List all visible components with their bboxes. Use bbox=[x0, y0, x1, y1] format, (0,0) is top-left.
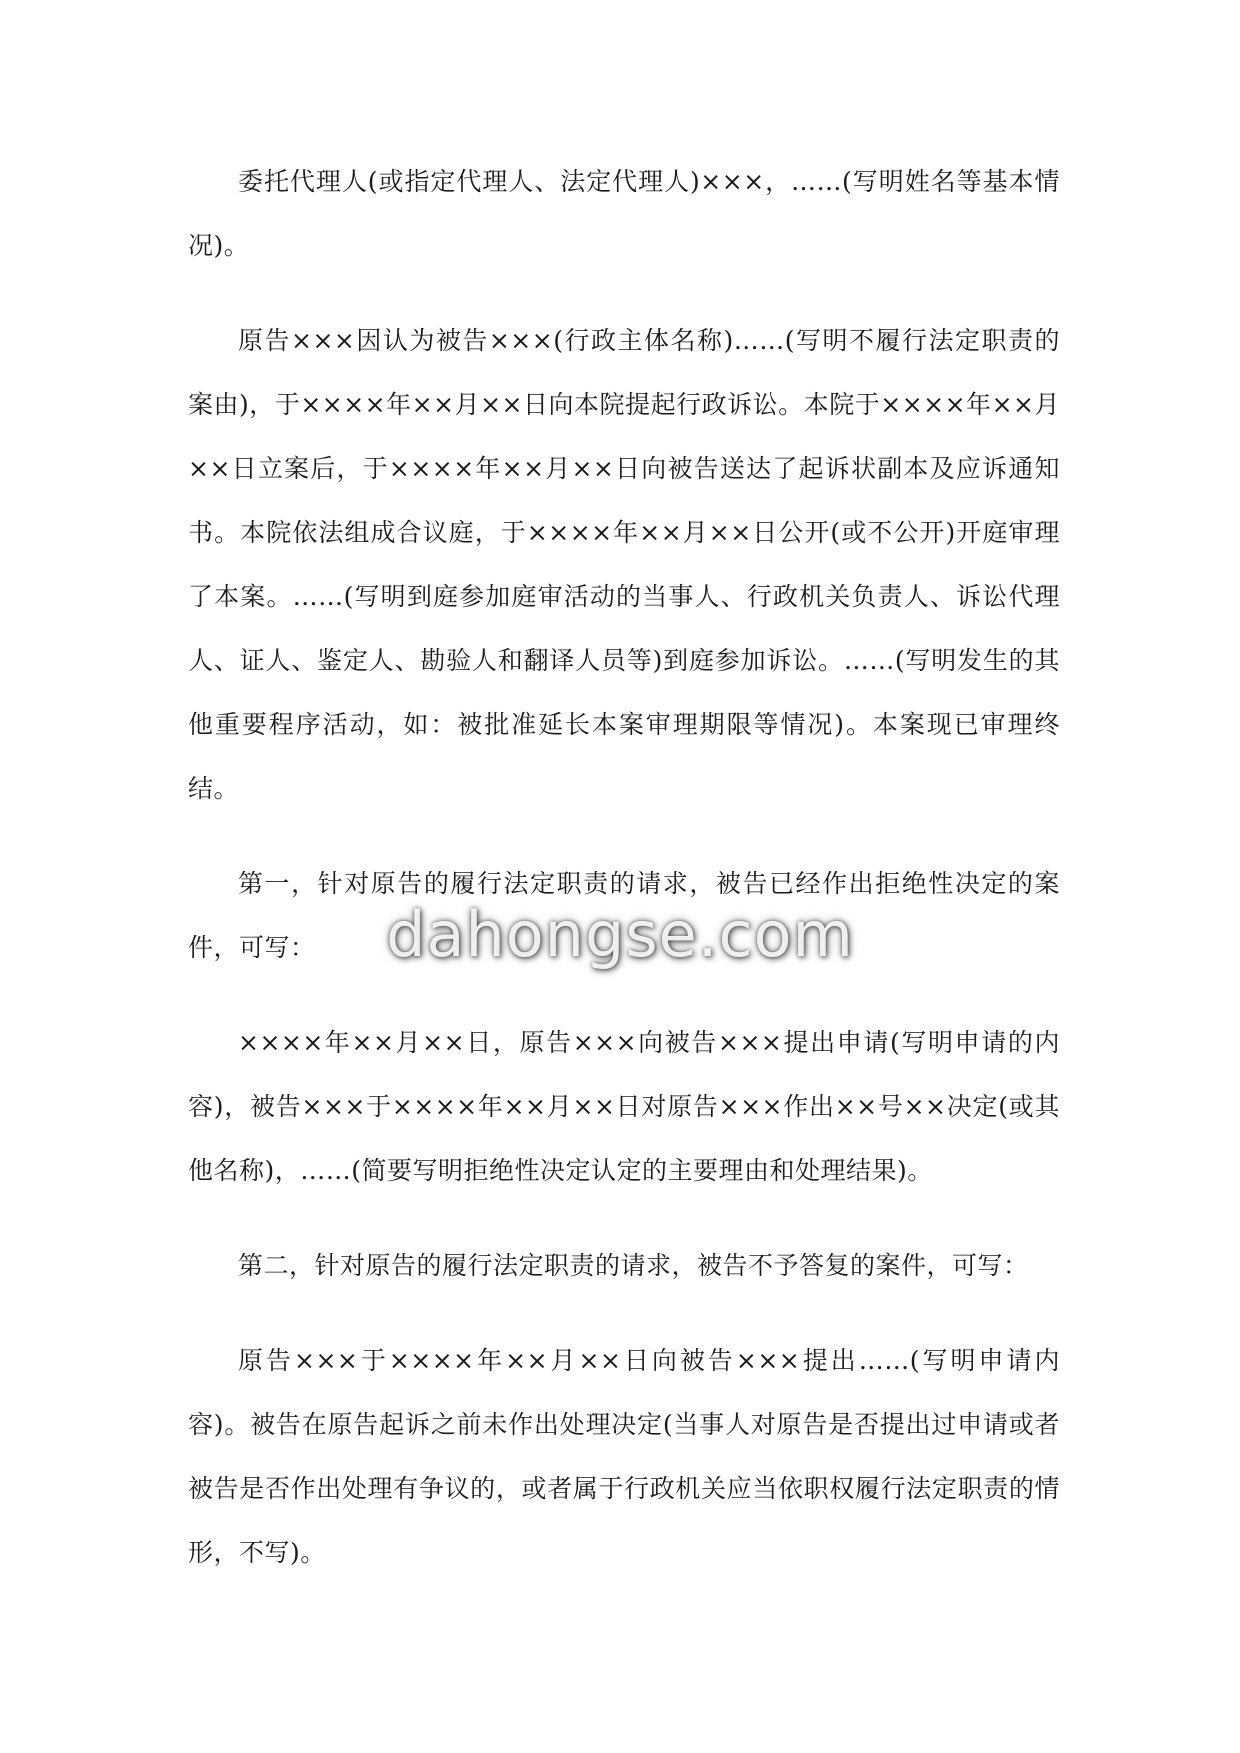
paragraph-second-case-type: 第二，针对原告的履行法定职责的请求，被告不予答复的案件，可写： bbox=[238, 1251, 1029, 1280]
paragraph-first-case-type: 第一，针对原告的履行法定职责的请求，被告已经作出拒绝性决定的案件，可写： bbox=[188, 869, 1060, 962]
document-body bbox=[188, 150, 1060, 1616]
paragraph-agent-info: 委托代理人(或指定代理人、法定代理人)×××，……(写明姓名等基本情况)。 bbox=[188, 167, 1060, 260]
paragraph-case-procedure: 原告×××因认为被告×××(行政主体名称)……(写明不履行法定职责的案由)，于××××年××月××日向本院提起行政诉讼。本院于××××年××月××日立案后，于××××年××月××日向被告送达了起诉状副本及应诉通知书。本院依法组成合议庭，于××××年××月××日公开(或不公开)开庭审理了本案。……(写明到庭参加庭审活动的当事人、行政机关负责人、诉讼代理人、证人、鉴定人、勘验人和翻译人员等)到庭参加诉讼。……(写明发生的其他重要程序活动，如：被批准延长本案审理期限等情况)。本案现已审理终结。 bbox=[188, 326, 1060, 803]
paragraph-rejection-decision: ××××年××月××日，原告×××向被告×××提出申请(写明申请的内容)，被告×××于××××年××月××日对原告×××作出××号××决定(或其他名称)，……(简要写明拒绝性决定认定的主要理由和处理结果)。 bbox=[188, 1028, 1060, 1185]
watermark: dahongse.com bbox=[386, 898, 854, 971]
paragraph-no-reply: 原告×××于××××年××月××日向被告×××提出……(写明申请内容)。被告在原告起诉之前未作出处理决定(当事人对原告是否提出过申请或者被告是否作出处理有争议的，或者属于行政机关应当依职权履行法定职责的情形，不写)。 bbox=[188, 1346, 1060, 1567]
